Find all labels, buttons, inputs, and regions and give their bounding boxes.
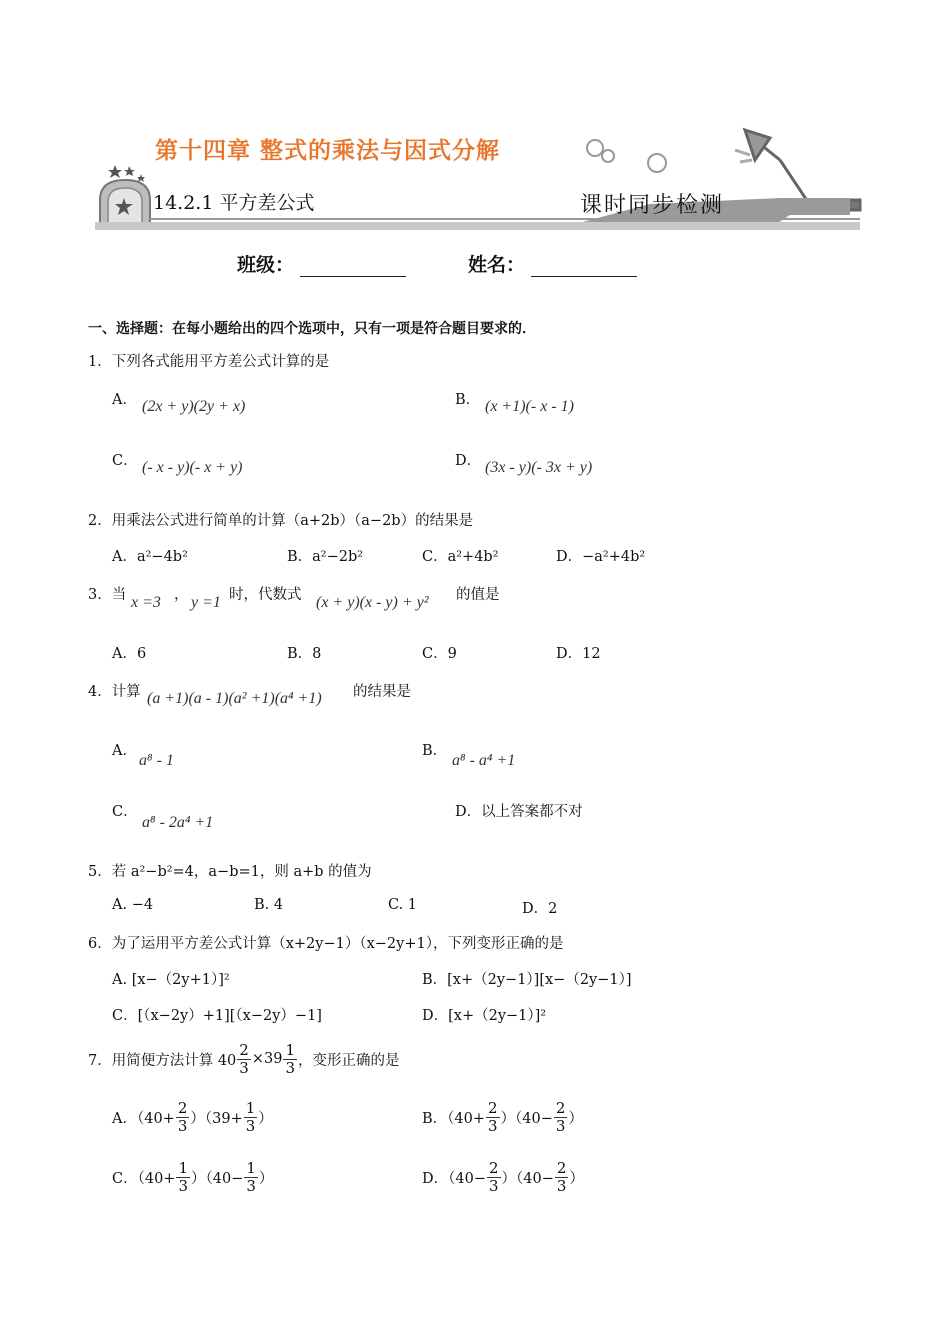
q2-option-b: B．a²−2b² <box>287 549 364 565</box>
q4-option-c-expr: a⁸ - 2a⁴ +1 <box>142 814 214 831</box>
section-title: 14.2.1 平方差公式 <box>153 192 315 214</box>
q6-option-a: A. [x−（2y+1）]² <box>112 972 230 988</box>
q7-option-c: C．（40+ $\frac{1}{3}$ ）（40− $\frac{1}{3}$ ） <box>112 1159 274 1195</box>
q6-option-d: D．[x+（2y−1）]² <box>422 1008 547 1024</box>
q1-option-d: D． <box>455 453 482 469</box>
q5-option-d: D．2 <box>522 901 558 917</box>
q3-option-d: D．12 <box>556 646 601 662</box>
q5-option-b: B. 4 <box>254 897 284 913</box>
q7-option-d: D．（40− $\frac{2}{3}$ ）（40− $\frac{2}{3}$ ） <box>422 1159 584 1195</box>
q2-option-a: A．a²−4b² <box>112 549 188 565</box>
q4-option-b: B． <box>422 743 448 759</box>
name-blank[interactable] <box>531 256 637 277</box>
q4-option-a-expr: a⁸ - 1 <box>139 752 174 769</box>
class-field <box>237 250 406 277</box>
q1-option-a: A． <box>112 392 137 408</box>
question-4-prefix: 4．计算 <box>88 684 141 700</box>
q4-option-c: C． <box>112 804 138 820</box>
q4-option-d: D．以上答案都不对 <box>455 804 583 820</box>
section-heading: 一、选择题：在每小题给出的四个选项中，只有一项是符合题目要求的． <box>88 321 536 337</box>
q3-suffix: 的值是 <box>456 587 500 603</box>
q4-option-b-expr: a⁸ - a⁴ +1 <box>452 752 516 769</box>
q2-option-c: C．a²+4b² <box>422 549 499 565</box>
q5-option-c: C. 1 <box>388 897 418 913</box>
q5-option-a: A. −4 <box>112 897 154 913</box>
q3-mid-text: 时，代数式 <box>229 587 302 603</box>
q4-option-a: A． <box>112 743 137 759</box>
q1-option-b-expr: (x +1)(- x - 1) <box>485 398 574 415</box>
question-1-stem: 1．下列各式能用平方差公式计算的是 <box>88 354 330 370</box>
question-3-prefix: 3．当 <box>88 587 127 603</box>
name-label: 姓名： <box>468 254 526 276</box>
q3-option-a: A．6 <box>112 646 147 662</box>
q1-option-a-expr: (2x + y)(2y + x) <box>142 398 246 415</box>
q3-comma: ， <box>174 587 189 603</box>
q6-option-c: C．[（x−2y）+1][（x−2y）−1] <box>112 1008 322 1024</box>
q3-y-value: y =1 <box>191 594 221 611</box>
chapter-title: 第十四章 整式的乘法与因式分解 <box>155 138 501 164</box>
q3-option-b: B．8 <box>287 646 322 662</box>
header-rule <box>150 218 860 220</box>
bubble-icons <box>587 140 666 172</box>
q2-option-d: D．−a²+4b² <box>556 549 646 565</box>
q1-option-d-expr: (3x - y)(- 3x + y) <box>485 459 593 476</box>
star-badge-icon <box>100 165 150 225</box>
q1-option-c-expr: (- x - y)(- x + y) <box>142 459 243 476</box>
q7-option-a: A．（40+ $\frac{2}{3}$ ）（39+ $\frac{1}{3}$ ） <box>112 1099 273 1135</box>
class-blank[interactable] <box>300 256 406 277</box>
class-label: 班级： <box>237 254 295 276</box>
q6-option-b: B．[x+（2y−1）][x−（2y−1）] <box>422 972 632 988</box>
q7-suffix: ，变形正确的是 <box>298 1052 400 1069</box>
q4-suffix: 的结果是 <box>353 684 411 700</box>
q1-option-b: B． <box>455 392 481 408</box>
lesson-check-label: 课时同步检测 <box>580 193 725 218</box>
question-5-stem: 5．若 a²−b²=4，a−b=1，则 a+b 的值为 <box>88 864 372 880</box>
q7-option-b: B．（40+ $\frac{2}{3}$ ）（40− $\frac{2}{3}$ ） <box>422 1099 583 1135</box>
header-bar <box>95 222 860 230</box>
name-field <box>468 250 637 277</box>
question-6-stem: 6．为了运用平方差公式计算（x+2y−1）（x−2y+1），下列变形正确的是 <box>88 936 564 952</box>
q3-option-c: C．9 <box>422 646 457 662</box>
question-2-stem: 2．用乘法公式进行简单的计算（a+2b）（a−2b）的结果是 <box>88 513 474 529</box>
q7-fraction-two-thirds: $\frac{2}{3}$ <box>239 1041 249 1077</box>
q1-option-c: C． <box>112 453 138 469</box>
q3-expression: (x + y)(x - y) + y² <box>316 594 429 611</box>
q7-times: ×39 <box>251 1051 283 1067</box>
question-7-stem <box>88 1042 400 1076</box>
q4-expression: (a +1)(a - 1)(a² +1)(a⁴ +1) <box>147 690 322 707</box>
q3-x-value: x =3 <box>131 594 161 611</box>
q7-fraction-one-third: $\frac{1}{3}$ <box>285 1041 295 1077</box>
q7-prefix: 7．用简便方法计算 40 <box>88 1052 237 1069</box>
